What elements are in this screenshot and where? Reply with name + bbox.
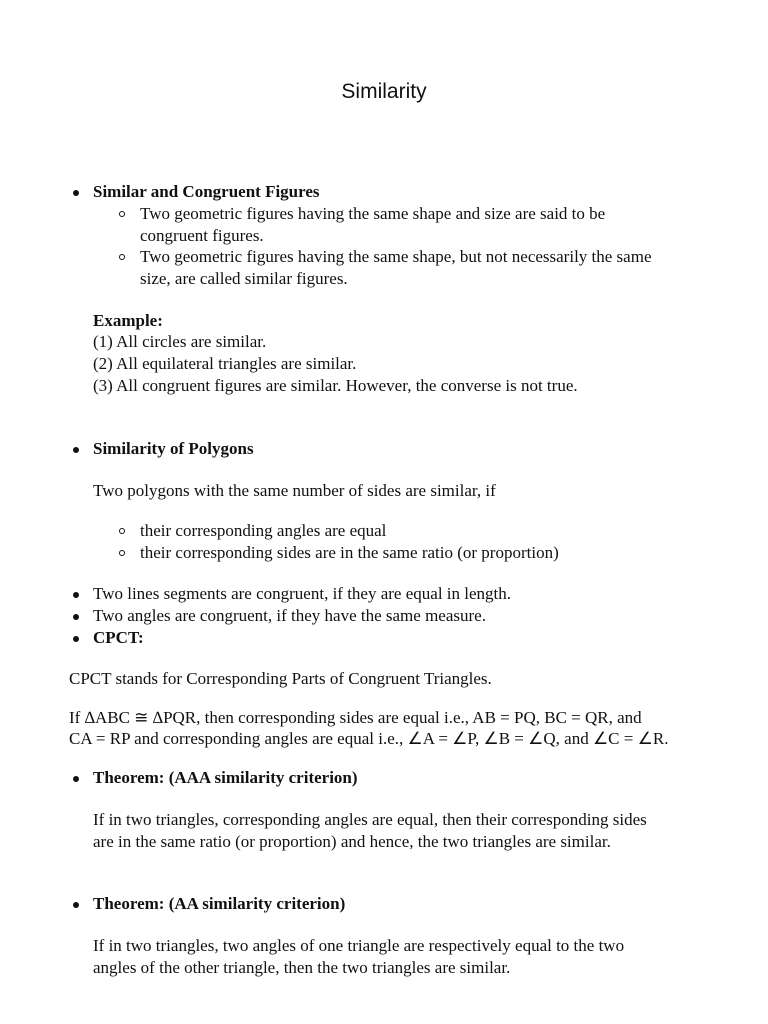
- section-heading-similar-congruent: Similar and Congruent Figures: [93, 182, 320, 201]
- sub-bullet-icon: [119, 254, 125, 260]
- cpct-definition: CPCT stands for Corresponding Parts of Congruent Triangles.: [69, 669, 492, 688]
- polygons-intro: Two polygons with the same number of sides are similar, if: [93, 481, 496, 500]
- bullet-icon: [73, 614, 79, 620]
- theorem-aa-heading: Theorem: (AA similarity criterion): [93, 894, 346, 913]
- theorem-aaa-line-1: If in two triangles, corresponding angles are equal, then their corresponding sides: [93, 810, 647, 829]
- theorem-aa-line-2: angles of the other triangle, then the two triangles are similar.: [93, 958, 511, 977]
- bullet-icon: [73, 592, 79, 598]
- sub-bullet-icon: [119, 550, 125, 556]
- cpct-example-line-1: If ∆ABC ≅ ∆PQR, then corresponding sides are equal i.e., AB = PQ, BC = QR, and: [69, 708, 642, 727]
- condition-item: their corresponding angles are equal: [140, 521, 387, 540]
- sub-bullet-icon: [119, 211, 125, 217]
- example-item: (2) All equilateral triangles are similar.: [93, 354, 357, 373]
- fact-item: Two lines segments are congruent, if they are equal in length.: [93, 584, 512, 603]
- example-label: Example:: [93, 311, 163, 330]
- theorem-aaa-line-2: are in the same ratio (or proportion) and hence, the two triangles are similar.: [93, 832, 611, 851]
- congruent-definition-line-1: Two geometric figures having the same shape and size are said to be: [140, 204, 606, 223]
- example-item: (3) All congruent figures are similar. However, the converse is not true.: [93, 376, 578, 395]
- bullet-icon: [73, 636, 79, 642]
- congruent-definition-line-2: congruent figures.: [140, 226, 264, 245]
- theorem-aa-line-1: If in two triangles, two angles of one triangle are respectively equal to the two: [93, 936, 625, 955]
- cpct-heading: CPCT:: [93, 628, 144, 647]
- theorem-aaa-heading: Theorem: (AAA similarity criterion): [93, 768, 358, 787]
- fact-item: Two angles are congruent, if they have the same measure.: [93, 606, 486, 625]
- bullet-icon: [73, 776, 79, 782]
- example-item: (1) All circles are similar.: [93, 332, 267, 351]
- section-heading-polygons: Similarity of Polygons: [93, 439, 254, 458]
- similar-definition-line-2: size, are called similar figures.: [140, 269, 348, 288]
- bullet-icon: [73, 447, 79, 453]
- bullet-icon: [73, 190, 79, 196]
- cpct-example-line-2: CA = RP and corresponding angles are equal i.e., ∠A = ∠P, ∠B = ∠Q, and ∠C = ∠R.: [69, 729, 669, 748]
- bullet-icon: [73, 902, 79, 908]
- condition-item: their corresponding sides are in the same ratio (or proportion): [140, 543, 559, 562]
- page-title: Similarity: [341, 80, 427, 103]
- sub-bullet-icon: [119, 528, 125, 534]
- similar-definition-line-1: Two geometric figures having the same shape, but not necessarily the same: [140, 247, 652, 266]
